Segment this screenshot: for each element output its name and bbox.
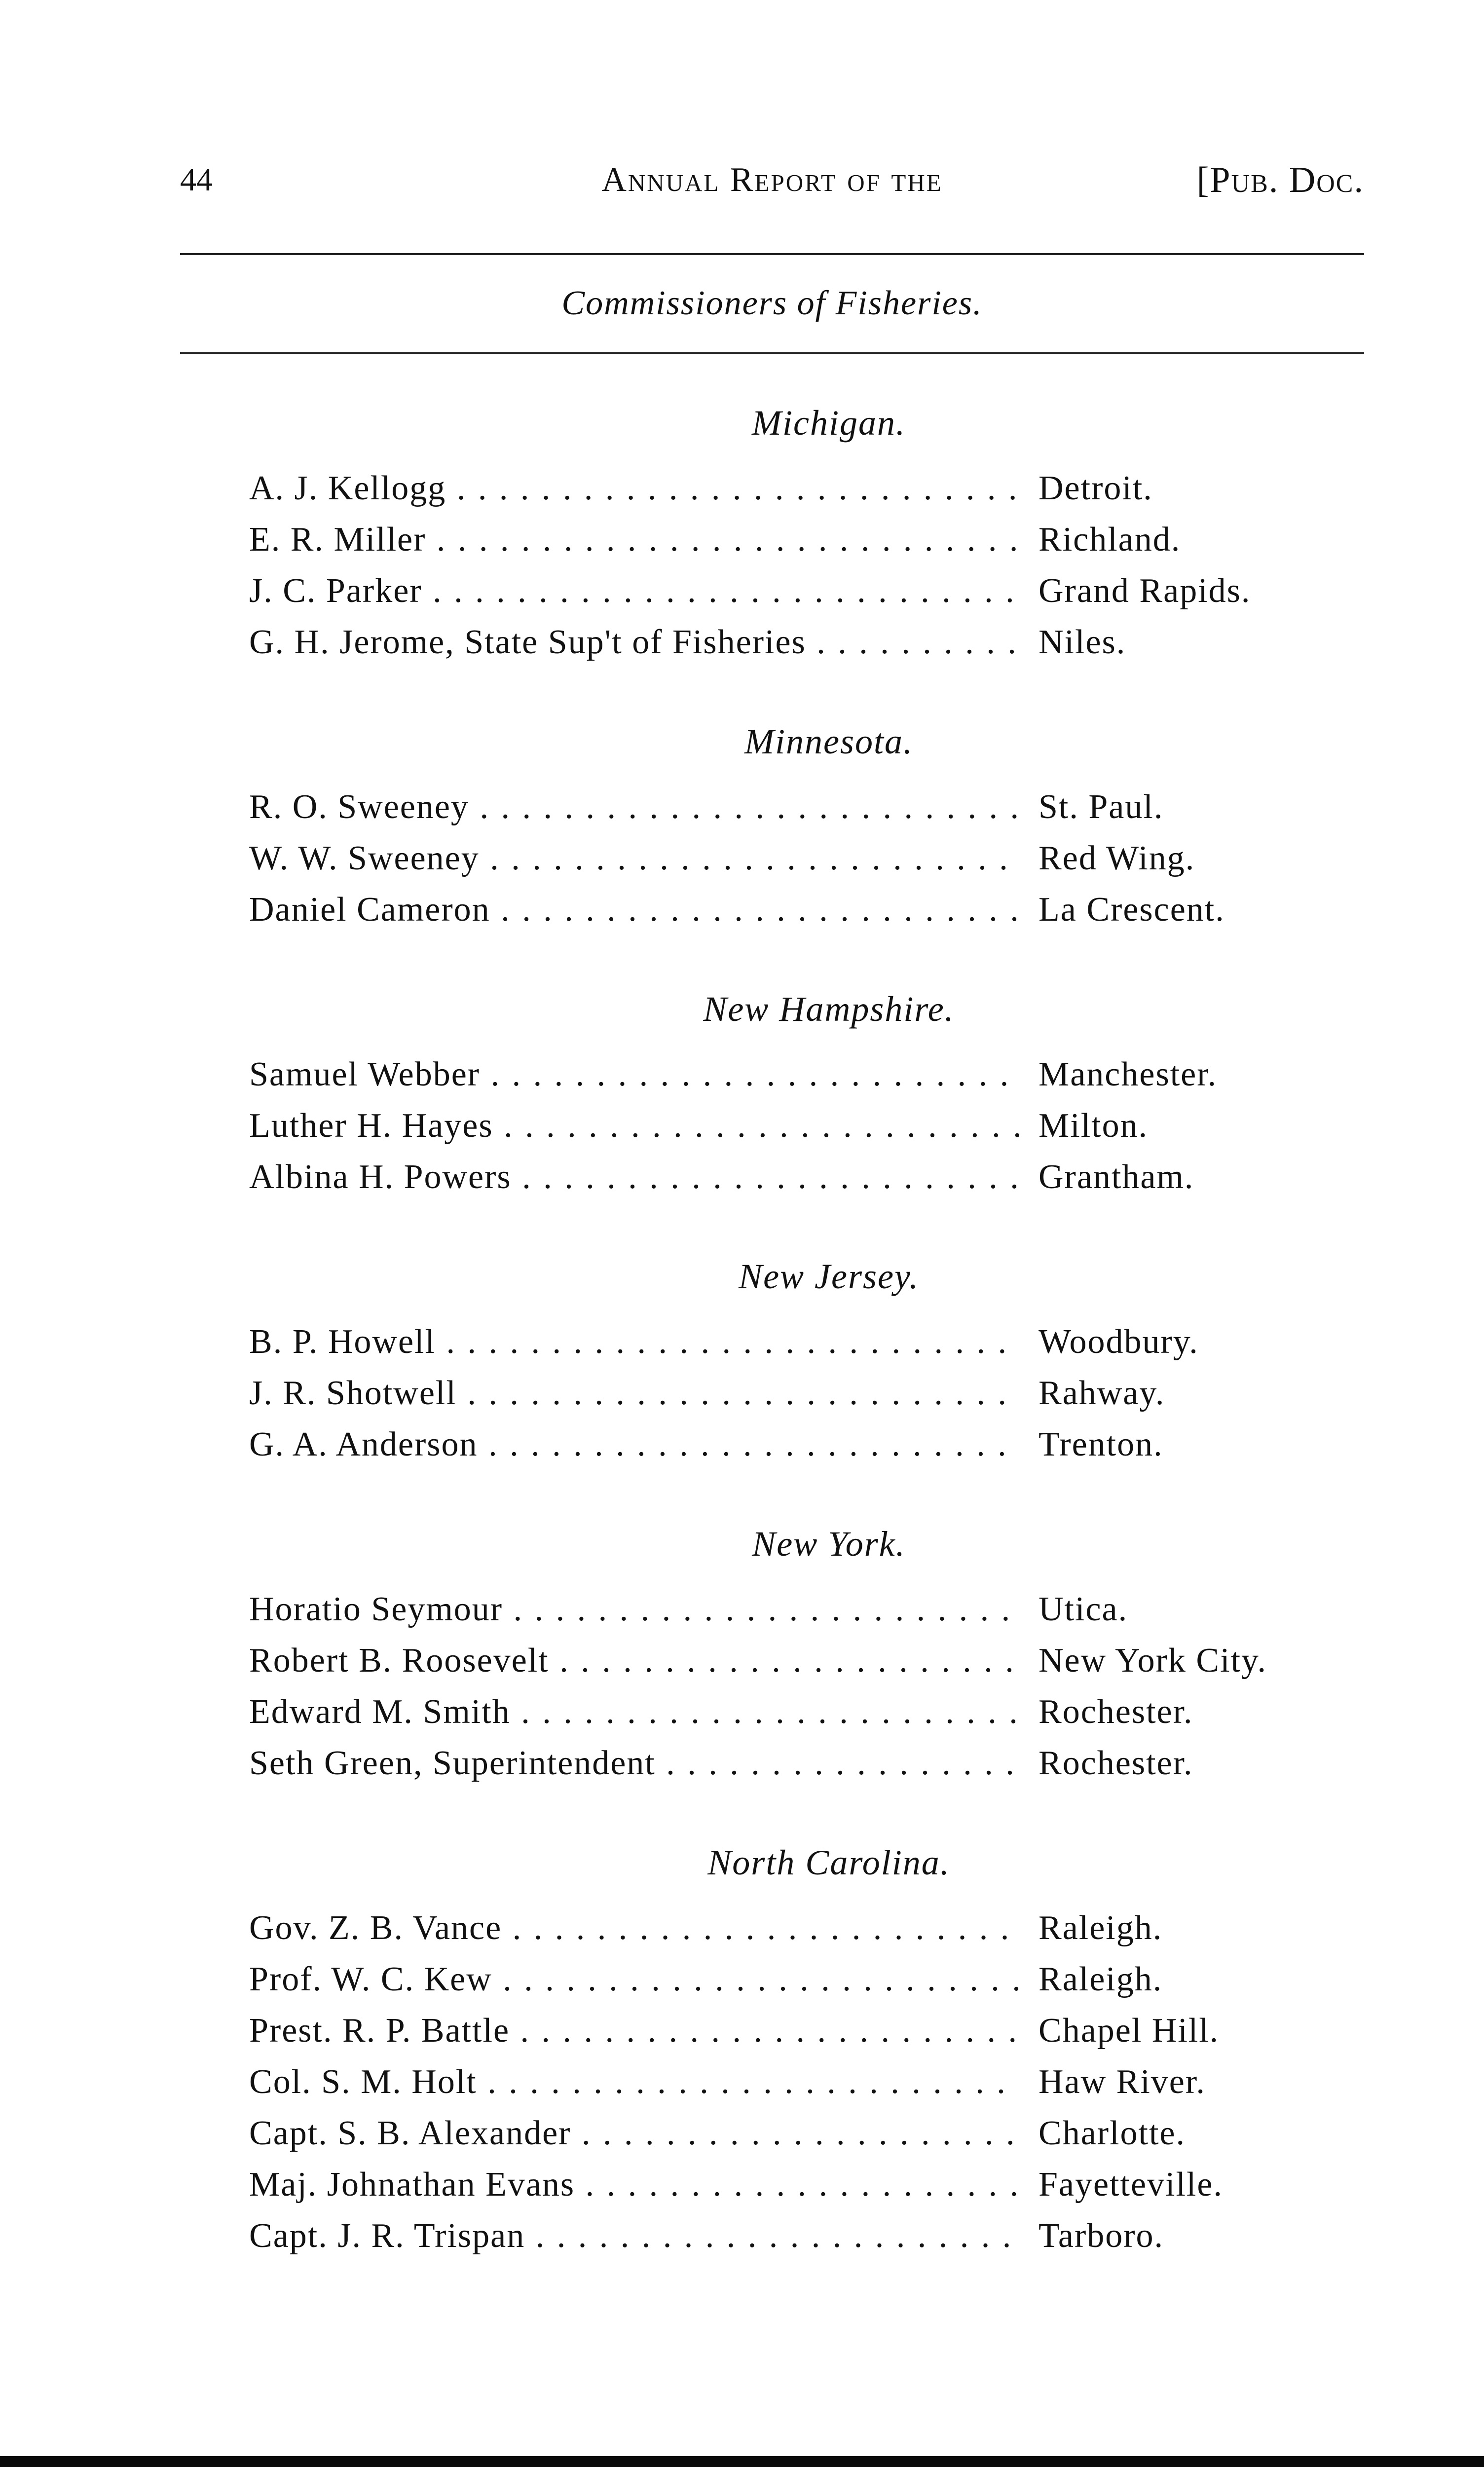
scan-edge-band <box>0 2456 1484 2467</box>
commissioner-entry <box>249 2005 1335 2056</box>
commissioner-name: R. O. Sweeney . . . <box>249 782 1019 833</box>
commissioner-entry <box>249 1152 1335 1203</box>
commissioner-name: Samuel Webber . . . <box>249 1049 1019 1100</box>
commissioner-place: Grand Rapids. <box>1039 572 1251 610</box>
commissioner-entry <box>249 1635 1335 1686</box>
commissioner-entry <box>249 1738 1335 1789</box>
commissioner-place: Raleigh. <box>1039 1960 1163 1998</box>
commissioner-entry <box>249 1368 1335 1419</box>
commissioner-entry <box>249 1686 1335 1738</box>
state-section <box>249 713 1335 935</box>
state-section <box>249 981 1335 1203</box>
state-heading: New Jersey. <box>739 1257 919 1296</box>
commissioner-name: Gov. Z. B. Vance . . . <box>249 1903 1019 1954</box>
commissioner-entry <box>249 514 1335 565</box>
commissioner-entry <box>249 1100 1335 1152</box>
commissioner-place: Woodbury. <box>1039 1323 1199 1361</box>
commissioner-name: Horatio Seymour . . . <box>249 1584 1019 1635</box>
commissioner-name: Prof. W. C. Kew . . . <box>249 1954 1019 2005</box>
commissioner-entry <box>249 2210 1335 2262</box>
commissioner-name: Daniel Cameron . . . <box>249 884 1019 935</box>
commissioner-name: E. R. Miller . . . <box>249 514 1019 565</box>
commissioner-name: G. H. Jerome, State Sup't of Fisheries . . . <box>249 617 1019 668</box>
commissioner-name: Col. S. M. Holt . . . <box>249 2056 1019 2108</box>
commissioner-entry <box>249 2056 1335 2108</box>
state-section <box>249 1248 1335 1470</box>
page-subtitle: Commissioners of Fisheries. <box>561 284 983 322</box>
commissioner-place: Fayetteville. <box>1039 2166 1223 2204</box>
state-heading: New Hampshire. <box>703 989 955 1029</box>
commissioner-name: B. P. Howell . . . <box>249 1316 1019 1368</box>
commissioner-entry <box>249 2159 1335 2210</box>
commissioner-entry <box>249 463 1335 514</box>
commissioner-entry <box>249 1419 1335 1470</box>
commissioner-place: Chapel Hill. <box>1039 2012 1220 2050</box>
commissioner-place: Tarboro. <box>1039 2217 1164 2255</box>
commissioner-name: Luther H. Hayes . . . <box>249 1100 1019 1152</box>
commissioner-entry <box>249 1049 1335 1100</box>
commissioner-place: Richland. <box>1039 521 1181 559</box>
commissioner-place: Raleigh. <box>1039 1909 1163 1947</box>
commissioner-entry <box>249 617 1335 668</box>
commissioner-entry <box>249 833 1335 884</box>
doc-label: [Pub. Doc. <box>1196 160 1364 200</box>
state-section <box>249 1516 1335 1789</box>
commissioner-place: Grantham. <box>1039 1158 1194 1196</box>
commissioner-place: Haw River. <box>1039 2063 1206 2101</box>
header-rule <box>180 253 1364 255</box>
commissioner-entry <box>249 2108 1335 2159</box>
commissioner-place: Rochester. <box>1039 1693 1193 1731</box>
commissioner-entry <box>249 1954 1335 2005</box>
commissioner-place: Charlotte. <box>1039 2114 1186 2152</box>
commissioner-place: Rochester. <box>1039 1744 1193 1782</box>
commissioner-name: Prest. R. P. Battle . . . <box>249 2005 1019 2056</box>
state-heading: Minnesota. <box>744 722 913 761</box>
commissioner-entry <box>249 782 1335 833</box>
commissioner-entry <box>249 1316 1335 1368</box>
running-head <box>180 155 1364 205</box>
commissioner-name: A. J. Kellogg . . . <box>249 463 1019 514</box>
commissioner-place: Manchester. <box>1039 1055 1218 1093</box>
commissioner-place: Red Wing. <box>1039 839 1195 877</box>
commissioner-place: La Crescent. <box>1039 891 1225 929</box>
commissioner-name: Robert B. Roosevelt . . . <box>249 1635 1019 1686</box>
commissioner-list <box>249 395 1335 2307</box>
commissioner-place: St. Paul. <box>1039 788 1164 826</box>
commissioner-entry <box>249 884 1335 935</box>
commissioner-name: G. A. Anderson . . . <box>249 1419 1019 1470</box>
commissioner-place: Utica. <box>1039 1590 1128 1628</box>
commissioner-name: Capt. S. B. Alexander . . . <box>249 2108 1019 2159</box>
state-heading: New York. <box>752 1524 906 1564</box>
state-section <box>249 1834 1335 2262</box>
commissioner-place: Niles. <box>1039 623 1126 661</box>
commissioner-place: Detroit. <box>1039 469 1153 507</box>
commissioner-name: Edward M. Smith . . . <box>249 1686 1019 1738</box>
commissioner-name: J. C. Parker . . . <box>249 565 1019 617</box>
commissioner-name: Albina H. Powers . . . <box>249 1152 1019 1203</box>
commissioner-name: W. W. Sweeney . . . <box>249 833 1019 884</box>
commissioner-name: J. R. Shotwell . . . <box>249 1368 1019 1419</box>
running-title: Annual Report of the <box>601 161 943 199</box>
commissioner-entry <box>249 1584 1335 1635</box>
commissioner-name: Seth Green, Superintendent . . . <box>249 1738 1019 1789</box>
commissioner-place: Trenton. <box>1039 1425 1163 1463</box>
commissioner-name: Capt. J. R. Trispan . . . <box>249 2210 1019 2262</box>
commissioner-place: New York City. <box>1039 1642 1267 1680</box>
subtitle-rule <box>180 352 1364 354</box>
commissioner-entry <box>249 1903 1335 1954</box>
commissioner-place: Rahway. <box>1039 1374 1165 1412</box>
page-number: 44 <box>180 162 213 198</box>
state-heading: North Carolina. <box>707 1843 950 1882</box>
commissioner-name: Maj. Johnathan Evans . . . <box>249 2159 1019 2210</box>
state-heading: Michigan. <box>752 403 906 443</box>
state-section <box>249 395 1335 668</box>
commissioner-entry <box>249 565 1335 617</box>
commissioner-place: Milton. <box>1039 1107 1149 1145</box>
